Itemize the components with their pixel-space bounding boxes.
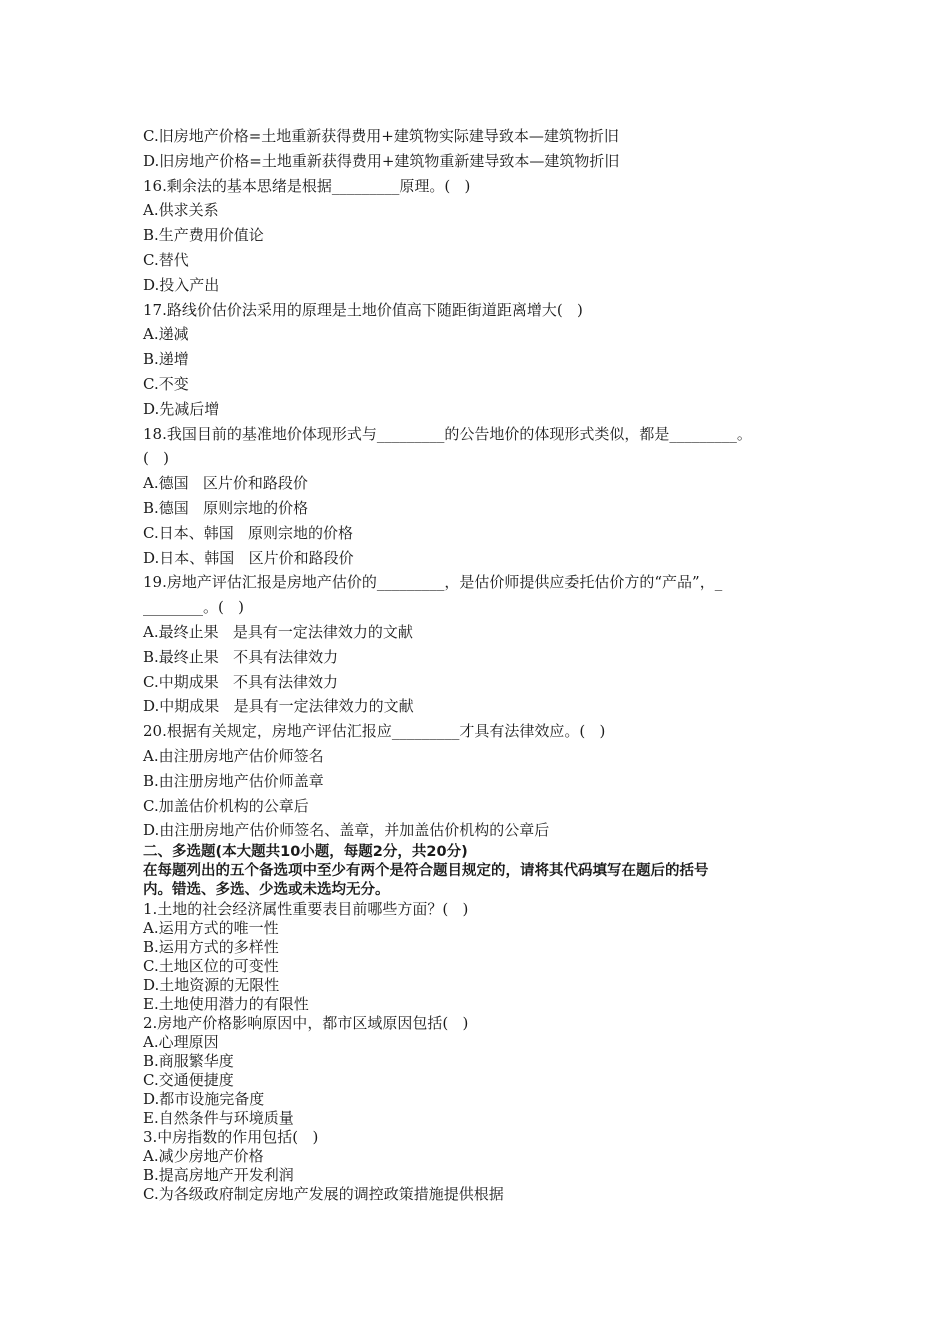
option-line: A.最终止果 是具有一定法律效力的文献 [143,622,413,641]
option-line: B.商服繁华度 [143,1052,234,1071]
question-20: 20.根据有关规定，房地产评估汇报应_________才具有法律效应。( ) [143,722,606,741]
section-heading-block [143,843,833,900]
option-line: C.土地区位的可变性 [143,957,279,976]
option-line: B.由注册房地产估价师盖章 [143,771,324,790]
option-line: B.运用方式的多样性 [143,938,279,957]
option-line: D.日本、韩国 区片价和路段价 [143,548,354,567]
option-line: B.德国 原则宗地的价格 [143,498,309,517]
option-line: B.最终止果 不具有法律效力 [143,647,339,666]
option-line: A.运用方式的唯一性 [143,919,279,938]
option-line: B.生产费用价值论 [143,226,264,245]
option-line: B.提高房地产开发利润 [143,1166,294,1185]
question-1: 1.土地的社会经济属性重要表目前哪些方面？( ) [143,900,469,919]
section-instructions: 内。错选、多选、少选或未选均无分。 [143,882,390,899]
section-instructions: 在每题列出的五个备选项中至少有两个是符合题目规定的，请将其代码填写在题后的括号 [143,863,709,880]
multiple-choice-questions [143,900,833,1204]
question-3: 3.中房指数的作用包括( ) [143,1128,319,1147]
option-line: C.交通便捷度 [143,1071,234,1090]
option-line: A.递减 [143,325,189,344]
question-18-continued: ( ) [143,449,170,468]
document-page [143,124,833,1204]
option-line: D.都市设施完备度 [143,1090,265,1109]
option-line: D.先减后增 [143,399,220,418]
option-line: D.投入产出 [143,275,220,294]
question-19: 19.房地产评估汇报是房地产估价的_________，是估价师提供应委托估价方的“产品”，_ [143,573,723,592]
option-line: C.为各级政府制定房地产发展的调控政策措施提供根据 [143,1185,504,1204]
option-line: A.供求关系 [143,201,219,220]
single-choice-questions [143,124,833,843]
option-line: D.由注册房地产估价师签名、盖章，并加盖估价机构的公章后 [143,821,550,840]
option-line: C.加盖估价机构的公章后 [143,796,309,815]
option-line: C.不变 [143,374,189,393]
option-line: C.替代 [143,250,189,269]
option-line: B.递增 [143,350,189,369]
question-16: 16.剩余法的基本思绪是根据_________原理。( ) [143,176,471,195]
option-line: A.由注册房地产估价师签名 [143,746,324,765]
option-line: D.土地资源的无限性 [143,976,280,995]
option-line: A.德国 区片价和路段价 [143,474,308,493]
option-line: C.日本、韩国 原则宗地的价格 [143,523,354,542]
option-line: A.减少房地产价格 [143,1147,264,1166]
option-line: E.土地使用潜力的有限性 [143,995,309,1014]
question-17: 17.路线价估价法采用的原理是土地价值高下随距街道距离增大( ) [143,300,583,319]
section-heading: 二、多选题(本大题共10小题，每题2分，共20分) [143,844,468,861]
option-line: C.中期成果 不具有法律效力 [143,672,339,691]
option-line: D.中期成果 是具有一定法律效力的文献 [143,697,414,716]
question-18: 18.我国目前的基准地价体现形式与_________的公告地价的体现形式类似，都是_________。 [143,424,752,443]
option-line: E.自然条件与环境质量 [143,1109,294,1128]
question-2: 2.房地产价格影响原因中，都市区域原因包括( ) [143,1014,469,1033]
text-line: C.旧房地产价格=土地重新获得费用+建筑物实际建导致本—建筑物折旧 [143,127,619,145]
option-line: A.心理原因 [143,1033,219,1052]
question-19-continued: ________。( ) [143,598,245,617]
text-line: D.旧房地产价格=土地重新获得费用+建筑物重新建导致本—建筑物折旧 [143,151,620,170]
